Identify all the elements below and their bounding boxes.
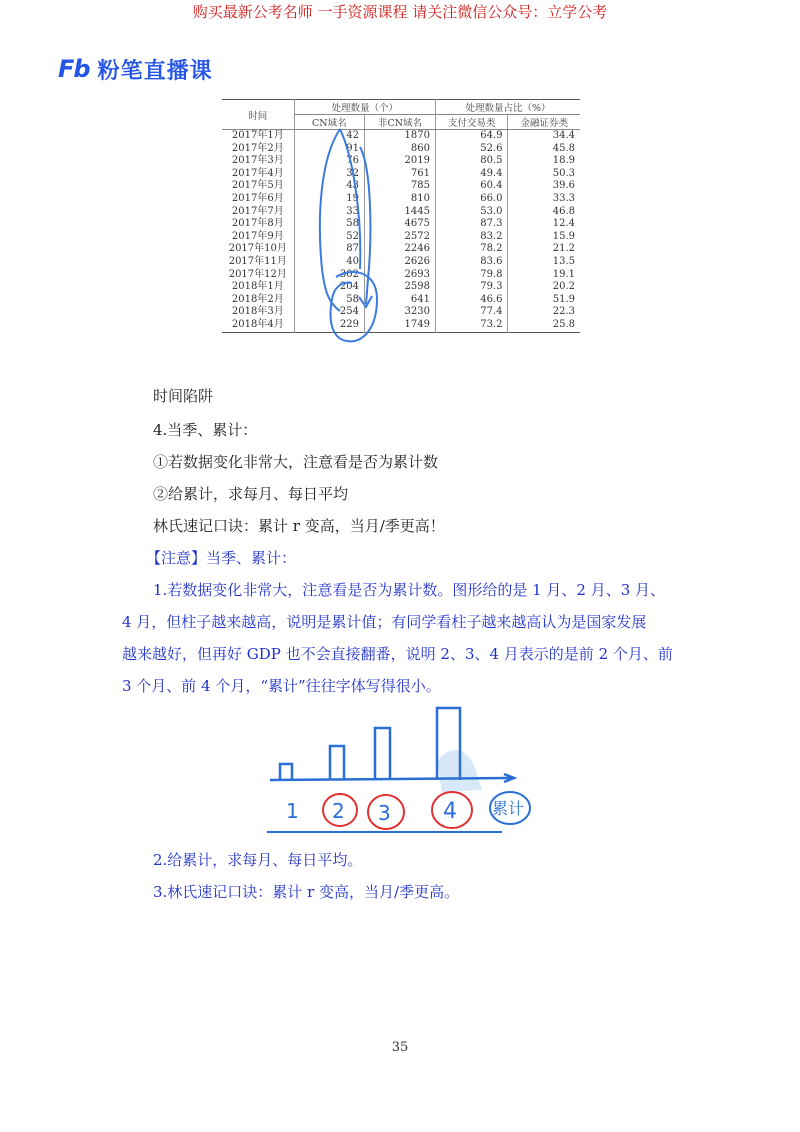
sketch-label-2: 2 (332, 799, 345, 823)
cell-value: 4675 (364, 218, 435, 231)
cell-value: 2626 (364, 256, 435, 269)
data-table (222, 99, 580, 333)
cell-value: 641 (364, 294, 435, 307)
cell-value: 32 (294, 168, 364, 181)
cell-value: 60.4 (435, 180, 507, 193)
cell-date: 2017年9月 (231, 230, 284, 242)
cell-value: 79.8 (435, 269, 507, 282)
cell-value: 50.3 (508, 168, 580, 181)
table-row (222, 281, 580, 294)
header-cn: CN域名 (294, 115, 364, 130)
text-point-2: ②给累计，求每月、每日平均 (153, 485, 349, 503)
cell-value: 21.2 (508, 243, 580, 256)
cell-value: 204 (294, 281, 364, 294)
cell-value: 810 (364, 193, 435, 206)
cell-value: 20.2 (508, 281, 580, 294)
cell-value: 73.2 (435, 319, 507, 332)
cell-date: 2017年7月 (231, 205, 284, 217)
cell-date: 2017年10月 (228, 243, 287, 255)
note-2: 2.给累计，求每月、每日平均。 (153, 851, 363, 869)
table-row (222, 256, 580, 269)
note-1-line-2: 4 月，但柱子越来越高，说明是累计值；有同学看柱子越来越高认为是国家发展 (122, 613, 647, 631)
note-1-line-4: 3 个月、前 4 个月，“累计”往往字体写得很小。 (122, 677, 441, 695)
cell-date: 2018年4月 (231, 318, 284, 330)
page-number: 35 (391, 1040, 409, 1055)
cumulative-bar-sketch (262, 700, 552, 840)
header-pct-group: 处理数量占比（%） (435, 100, 580, 115)
promo-banner: 购买最新公考名师 一手资源课程 请关注微信公众号：立学公考 (192, 3, 608, 21)
cell-value: 45.8 (508, 143, 580, 156)
cell-value: 83.2 (435, 231, 507, 244)
text-point-1: ①若数据变化非常大，注意看是否为累计数 (153, 453, 439, 471)
cell-date: 2017年3月 (231, 155, 284, 167)
cell-value: 87.3 (435, 218, 507, 231)
cell-value: 860 (364, 143, 435, 156)
cell-value: 22.3 (508, 306, 580, 319)
cell-value: 19 (294, 193, 364, 206)
cell-value: 42 (294, 130, 364, 143)
cell-value: 2572 (364, 231, 435, 244)
cell-value: 79.3 (435, 281, 507, 294)
table-row (222, 319, 580, 332)
sketch-label-1: 1 (286, 799, 299, 823)
cell-value: 302 (294, 269, 364, 282)
cell-value: 43 (294, 180, 364, 193)
table-row (222, 206, 580, 219)
cell-value: 13.5 (508, 256, 580, 269)
cell-value: 58 (294, 218, 364, 231)
header-count-group: 处理数量（个） (294, 100, 435, 115)
cell-value: 66.0 (435, 193, 507, 206)
header-finance: 金融证券类 (508, 115, 580, 130)
cell-value: 2246 (364, 243, 435, 256)
sketch-label-3: 3 (378, 801, 391, 825)
table-row (222, 143, 580, 156)
cell-value: 761 (364, 168, 435, 181)
fenbi-logo (58, 54, 213, 84)
note-3: 3.林氏速记口诀：累计 r 变高，当月/季更高。 (153, 883, 460, 901)
cell-value: 77.4 (435, 306, 507, 319)
cell-date: 2017年1月 (231, 130, 284, 141)
cell-value: 15.9 (508, 231, 580, 244)
text-season-cumulative: 4.当季、累计： (153, 421, 258, 439)
cell-value: 33 (294, 206, 364, 219)
note-heading: 【注意】当季、累计： (146, 549, 297, 567)
cell-value: 46.8 (508, 206, 580, 219)
cell-value: 80.5 (435, 155, 507, 168)
header-non-cn: 非CN域名 (364, 115, 435, 130)
cell-value: 52 (294, 231, 364, 244)
cell-value: 12.4 (508, 218, 580, 231)
cell-date: 2017年12月 (228, 268, 287, 280)
cell-date: 2017年4月 (231, 167, 284, 179)
table-body (222, 130, 580, 333)
cell-date: 2017年11月 (228, 255, 287, 267)
text-mnemonic: 林氏速记口诀：累计 r 变高，当月/季更高！ (153, 517, 445, 535)
table-row (222, 180, 580, 193)
table-row (222, 218, 580, 231)
header-time: 时间 (222, 100, 294, 130)
table-row (222, 306, 580, 319)
cell-value: 34.4 (508, 130, 580, 143)
cell-value: 58 (294, 294, 364, 307)
cell-value: 33.3 (508, 193, 580, 206)
cell-date: 2017年6月 (231, 192, 284, 204)
cell-date: 2018年2月 (231, 293, 284, 305)
cell-value: 39.6 (508, 180, 580, 193)
table-row (222, 130, 580, 143)
cell-value: 2693 (364, 269, 435, 282)
cell-value: 51.9 (508, 294, 580, 307)
cell-value: 49.4 (435, 168, 507, 181)
cell-value: 87 (294, 243, 364, 256)
table-row (222, 168, 580, 181)
note-1-line-3: 越来越好，但再好 GDP 也不会直接翻番，说明 2、3、4 月表示的是前 2 个月、前 (122, 645, 673, 663)
domain-data-table (222, 99, 580, 349)
cell-date: 2017年2月 (231, 142, 284, 154)
cell-value: 254 (294, 306, 364, 319)
cell-value: 78.2 (435, 243, 507, 256)
header-pay: 支付交易类 (435, 115, 507, 130)
table-row (222, 193, 580, 206)
note-1-line-1: 1.若数据变化非常大，注意看是否为累计数。图形给的是 1 月、2 月、3 月、 (153, 581, 666, 599)
cell-value: 3230 (364, 306, 435, 319)
sketch-label-4: 4 (443, 799, 457, 824)
cell-value: 2598 (364, 281, 435, 294)
text-time-trap: 时间陷阱 (153, 387, 214, 405)
cell-value: 229 (294, 319, 364, 332)
table-row (222, 155, 580, 168)
cell-value: 52.6 (435, 143, 507, 156)
cell-value: 76 (294, 155, 364, 168)
cell-value: 64.9 (435, 130, 507, 143)
cell-value: 46.6 (435, 294, 507, 307)
cell-value: 19.1 (508, 269, 580, 282)
table-row (222, 294, 580, 307)
logo-mark: Fb (58, 55, 90, 83)
sketch-label-cumulative: 累计 (492, 799, 525, 818)
cell-value: 1445 (364, 206, 435, 219)
table-row (222, 243, 580, 256)
cell-value: 18.9 (508, 155, 580, 168)
cell-date: 2017年5月 (231, 180, 284, 192)
table-row (222, 269, 580, 282)
cell-date: 2018年1月 (231, 281, 284, 293)
cell-value: 91 (294, 143, 364, 156)
cell-value: 1749 (364, 319, 435, 332)
cell-date: 2018年3月 (231, 306, 284, 318)
cell-value: 2019 (364, 155, 435, 168)
cell-value: 53.0 (435, 206, 507, 219)
cell-value: 785 (364, 180, 435, 193)
cell-date: 2017年8月 (231, 218, 284, 230)
table-row (222, 231, 580, 244)
logo-text: 粉笔直播课 (97, 58, 213, 84)
cell-value: 83.6 (435, 256, 507, 269)
cell-value: 1870 (364, 130, 435, 143)
cell-value: 40 (294, 256, 364, 269)
cell-value: 25.8 (508, 319, 580, 332)
